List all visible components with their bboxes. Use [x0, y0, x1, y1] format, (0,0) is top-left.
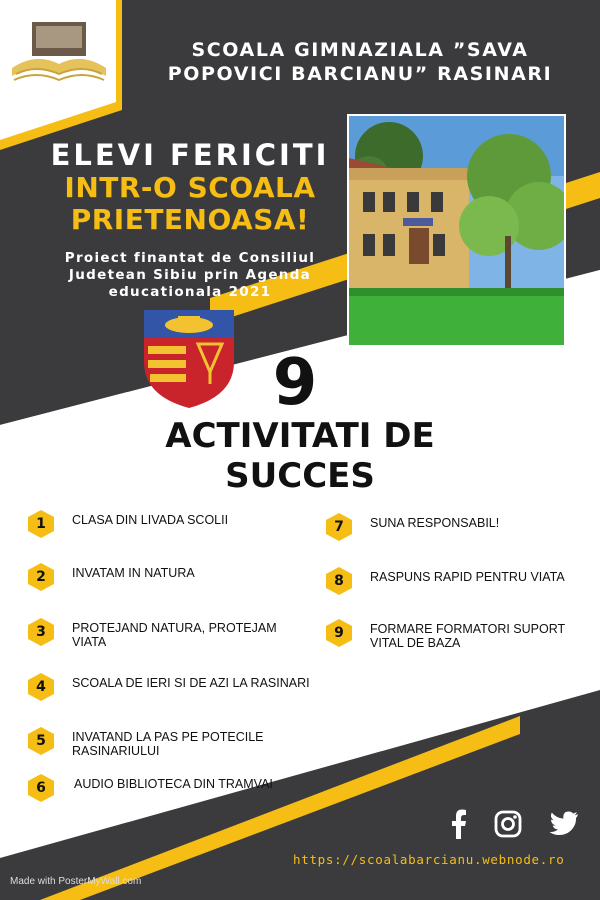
- activity-item-7: [324, 512, 584, 542]
- school-building-photo: [347, 114, 566, 347]
- headline-line-1: ELEVI FERICITI: [50, 138, 330, 172]
- funding-text: Proiect finantat de Consiliul Judetean Sibiu prin Agenda educationala 2021: [64, 250, 316, 300]
- headline: [40, 138, 340, 236]
- activity-label: SUNA RESPONSABIL!: [370, 516, 500, 530]
- hexagon-badge-icon: 6: [26, 773, 56, 803]
- hexagon-badge-icon: 7: [324, 512, 354, 542]
- activities-heading-line-2: SUCCES: [225, 456, 375, 496]
- website-link[interactable]: https://scoalabarcianu.webnode.ro: [293, 852, 565, 867]
- activity-item-3: [26, 617, 286, 649]
- activity-item-6: [26, 773, 286, 803]
- school-logo: [6, 8, 112, 90]
- twitter-icon[interactable]: [549, 809, 579, 839]
- activities-heading: [110, 416, 490, 496]
- activity-label: INVATAND LA PAS PE POTECILE RASINARIULUI: [72, 730, 264, 758]
- activity-label: INVATAM IN NATURA: [72, 566, 195, 580]
- hexagon-badge-icon: 2: [26, 562, 56, 592]
- activity-label: CLASA DIN LIVADA SCOLII: [72, 513, 229, 527]
- activity-label: AUDIO BIBLIOTECA DIN TRAMVAI: [74, 777, 273, 791]
- activity-label: PROTEJAND NATURA, PROTEJAM VIATA: [72, 621, 277, 649]
- hexagon-badge-icon: 4: [26, 672, 56, 702]
- facebook-icon[interactable]: [449, 809, 469, 839]
- county-crest: [144, 310, 234, 408]
- hexagon-badge-icon: 5: [26, 726, 56, 756]
- headline-line-2: INTR-O SCOALA: [64, 171, 316, 204]
- activity-item-1: [26, 509, 286, 539]
- activities-count: 9: [272, 346, 318, 420]
- activities-heading-line-1: ACTIVITATI DE: [165, 416, 435, 456]
- activity-item-8: [324, 566, 584, 596]
- activity-item-9: [324, 618, 594, 650]
- activity-item-5: [26, 726, 286, 758]
- activity-label: SCOALA DE IERI SI DE AZI LA RASINARI: [72, 676, 310, 690]
- activity-item-2: [26, 562, 286, 592]
- watermark-text: Made with PosterMyWall.com: [10, 876, 142, 887]
- activity-label: RASPUNS RAPID PENTRU VIATA: [370, 570, 565, 584]
- school-name: SCOALA GIMNAZIALA ”SAVA POPOVICI BARCIANU” RASINARI: [167, 39, 553, 85]
- instagram-icon[interactable]: [494, 809, 522, 839]
- activity-item-4: [26, 672, 326, 702]
- hexagon-badge-icon: 8: [324, 566, 354, 596]
- hexagon-badge-icon: 1: [26, 509, 56, 539]
- hexagon-badge-icon: 3: [26, 617, 56, 647]
- headline-line-3: PRIETENOASA!: [70, 203, 310, 236]
- activity-label: FORMARE FORMATORI SUPORT VITAL DE BAZA: [370, 622, 565, 650]
- hexagon-badge-icon: 9: [324, 618, 354, 648]
